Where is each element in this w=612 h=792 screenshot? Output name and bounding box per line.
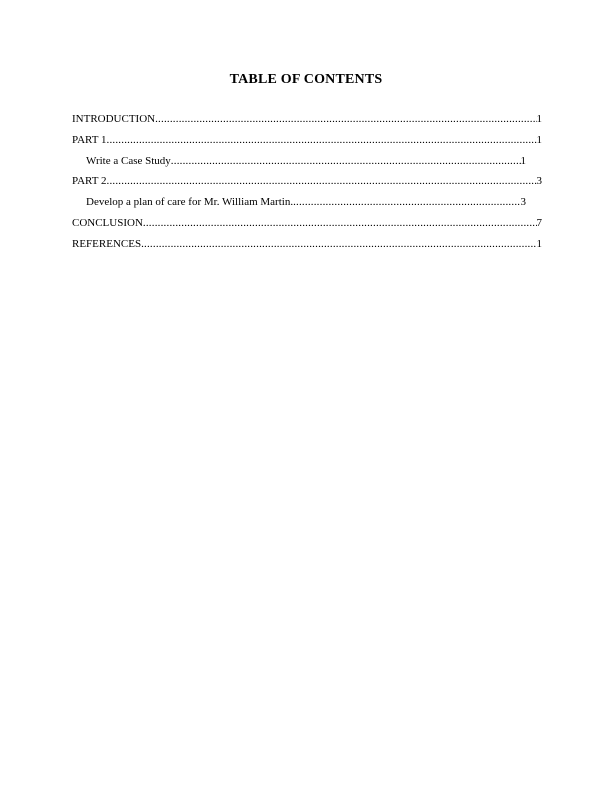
toc-entry-part-1[interactable]: [72, 134, 542, 155]
toc-entry-page-number: 1: [520, 154, 526, 167]
toc-dot-leader: [107, 134, 537, 147]
toc-entry-label: CONCLUSION: [72, 216, 143, 229]
toc-entry-label: REFERENCES: [72, 237, 142, 250]
toc-entry-label: Write a Case Study: [86, 154, 171, 167]
toc-title: TABLE OF CONTENTS: [229, 72, 383, 87]
toc-entry-references[interactable]: [72, 238, 542, 259]
toc-entry-page-number: 3: [520, 196, 526, 209]
toc-dot-leader: [293, 196, 520, 209]
toc-dot-leader: [107, 175, 537, 188]
toc-list: [72, 113, 542, 259]
toc-dot-leader: [143, 217, 537, 230]
toc-entry-page-number: 1: [536, 113, 542, 125]
toc-entry-page-number: 1: [536, 133, 542, 146]
toc-dot-leader: [141, 238, 536, 251]
toc-entry-page-number: 1: [536, 237, 542, 250]
toc-entry-conclusion[interactable]: [72, 217, 542, 238]
toc-entry-label: Develop a plan of care for Mr. William Martin.: [86, 196, 294, 209]
toc-entry-page-number: 3: [536, 175, 542, 188]
toc-entry-label: PART 2: [72, 175, 107, 188]
toc-entry-page-number: 7: [536, 216, 542, 229]
toc-entry-label: PART 1: [72, 133, 107, 146]
toc-entry-develop-plan-of-care[interactable]: [72, 196, 526, 217]
toc-dot-leader: [155, 113, 536, 126]
toc-entry-introduction[interactable]: [72, 113, 542, 134]
toc-entry-label: INTRODUCTION: [72, 113, 156, 125]
toc-entry-part-2[interactable]: [72, 175, 542, 196]
toc-entry-write-a-case-study[interactable]: [72, 155, 526, 176]
toc-dot-leader: [171, 155, 521, 168]
